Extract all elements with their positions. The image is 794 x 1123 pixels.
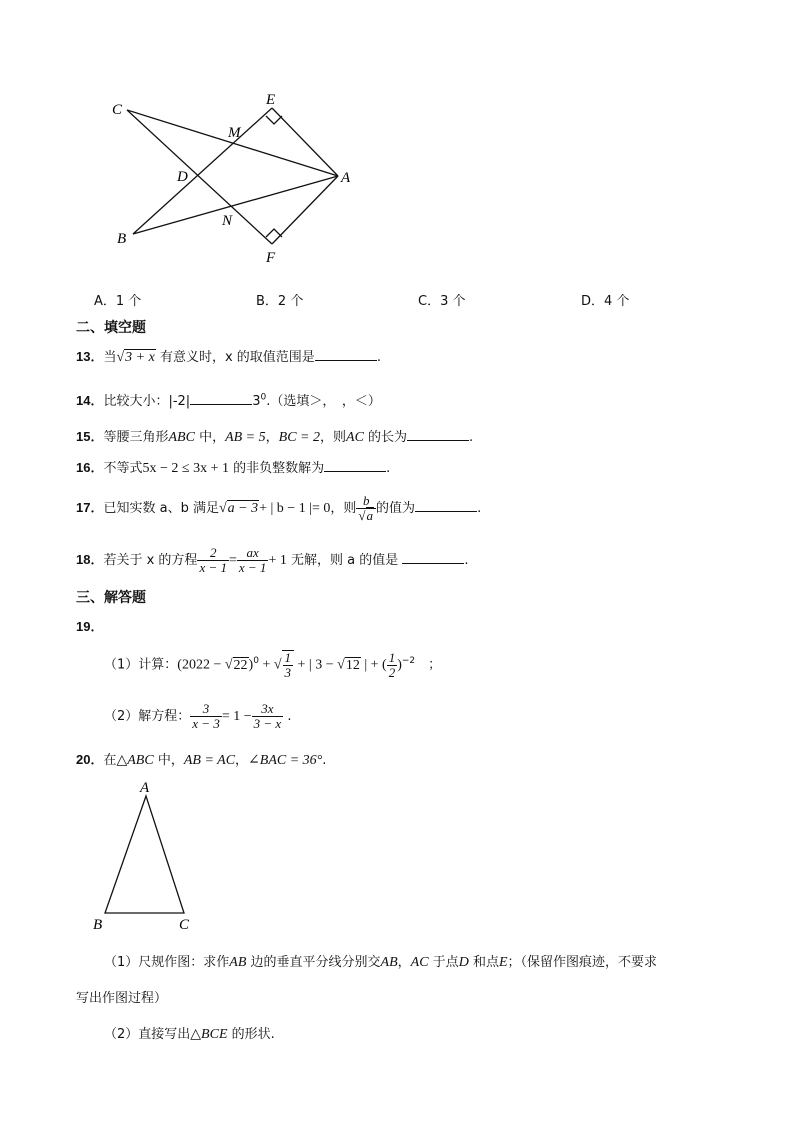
- answer-blank[interactable]: [402, 551, 464, 564]
- fraction-3x-over-3-x: $\frac{3x}{3 - x}$: [253, 701, 282, 731]
- q13-pre: 当: [103, 350, 117, 365]
- question-number: 15．: [76, 429, 104, 444]
- option-d[interactable]: D．4 个: [581, 294, 630, 309]
- label-A: A: [341, 170, 351, 186]
- label-F: F: [266, 250, 276, 266]
- geometry-figure-1: [100, 88, 370, 268]
- fraction-ax-over-x-1: $\frac{ax}{x - 1}$: [238, 545, 267, 575]
- label-N: N: [222, 213, 233, 229]
- q14-end: .（选填＞， ，＜）: [266, 394, 381, 409]
- question-number: 18．: [76, 552, 104, 567]
- question-number: 20．: [76, 752, 104, 767]
- answer-blank[interactable]: [415, 499, 477, 512]
- answer-blank[interactable]: [315, 348, 377, 361]
- fraction-3-over-x-3: $\frac{3}{x - 3}$: [192, 701, 220, 731]
- radical-sign: √: [116, 350, 125, 365]
- label-C: C: [112, 102, 123, 118]
- fraction-2-over-x-1: $\frac{2}{x - 1}$: [199, 545, 227, 575]
- question-number: 13．: [76, 349, 104, 364]
- label-D: D: [177, 169, 188, 185]
- answer-blank[interactable]: [324, 459, 386, 472]
- section-answer-title: 三、解答题: [76, 590, 146, 606]
- question-17: 17．已知实数 a、b 满足√a − 3+ | b − 1 |= 0，则 $\frac{b}{√a}$ 的值为 .: [76, 493, 482, 523]
- q14-mid: 3: [252, 394, 261, 409]
- question-number: 17．: [76, 500, 104, 515]
- answer-blank[interactable]: [190, 392, 252, 405]
- question-15: 15．等腰三角形ABC 中，AB = 5，BC = 2，则AC 的长为 .: [76, 429, 474, 445]
- question-20: 20．在△ABC 中，AB = AC，∠BAC = 36°.: [76, 752, 327, 768]
- question-20-part-2: （2）直接写出△BCE 的形状.: [104, 1027, 275, 1042]
- fraction-1-over-3: $\frac{1}{3}$: [282, 650, 295, 680]
- fraction-b-over-sqrt-a: $\frac{b}{√a}$: [356, 494, 376, 523]
- option-a[interactable]: A．1 个: [94, 294, 142, 309]
- fraction-1-over-2: $\frac{1}{2}$: [388, 649, 396, 680]
- option-c[interactable]: C．3 个: [418, 294, 466, 309]
- question-16: 16．不等式5x − 2 ≤ 3x + 1 的非负整数解为 .: [76, 460, 391, 476]
- q13-radicand: 3 + x: [125, 350, 155, 365]
- section-fill-in-title: 二、填空题: [76, 320, 146, 336]
- question-19-number: 19．: [76, 619, 104, 634]
- q13-text: 有意义时，x 的取值范围是: [155, 350, 315, 365]
- question-19-part-2: （2）解方程： $\frac{3}{x - 3}$ = 1 − $\frac{3x}{3 - x}$ .: [104, 701, 292, 731]
- question-14: 14．比较大小：|-2| $3^0$.（选填＞， ，＜）: [76, 392, 381, 409]
- q14-text: 比较大小：|-2|: [103, 394, 191, 409]
- option-b[interactable]: B．2 个: [256, 294, 304, 309]
- question-number: 14．: [76, 393, 104, 408]
- question-19-part-1: （1）计算：$(2022 - √22)^0$ + √ $\frac{1}{3}$ + | 3 − √12 | + ( $\frac{1}{2}$ )$^{-2}$ ；: [104, 649, 442, 680]
- label-E: E: [266, 92, 276, 108]
- question-20-part-1: （1）尺规作图：求作AB 边的垂直平分线分别交AB，AC 于点D 和点E；（保留作图痕迹，不要求: [104, 955, 658, 970]
- answer-blank[interactable]: [407, 428, 469, 441]
- question-18: 18．若关于 x 的方程 $\frac{2}{x - 1}$ = $\frac{ax}{x - 1}$ + 1 无解，则 a 的值是 .: [76, 545, 469, 575]
- question-number: 16．: [76, 460, 104, 475]
- label-M: M: [228, 125, 241, 141]
- label-B: B: [93, 917, 103, 933]
- question-20-part-1-cont: 写出作图过程）: [76, 991, 168, 1006]
- question-13: 13．当√3 + x 有意义时，x 的取值范围是 .: [76, 349, 381, 365]
- label-B: B: [117, 231, 127, 247]
- label-C: C: [179, 917, 190, 933]
- label-A: A: [140, 780, 150, 796]
- triangle-figure: [88, 776, 208, 936]
